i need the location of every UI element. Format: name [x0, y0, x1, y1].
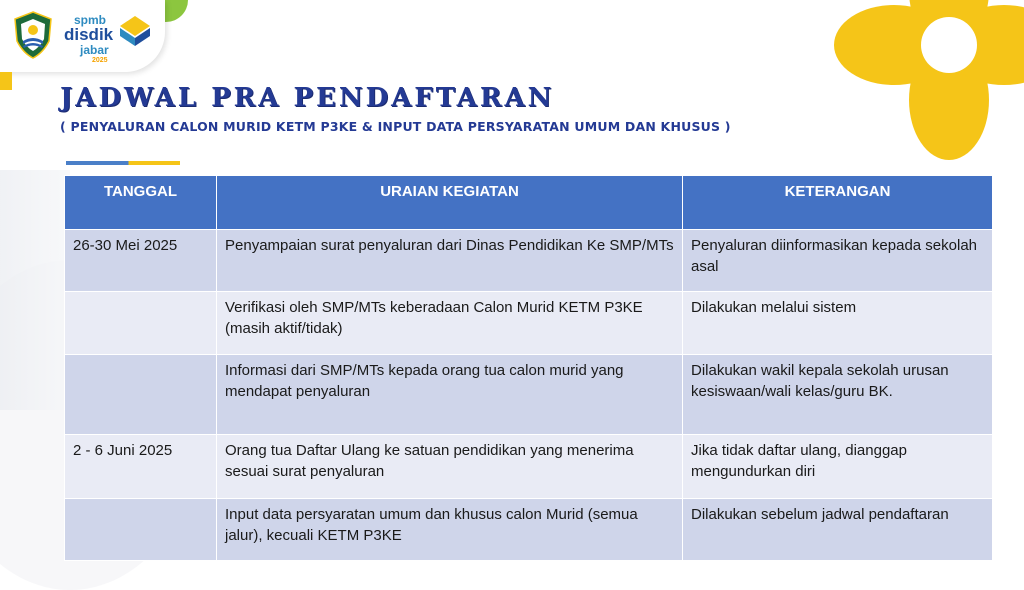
table-row	[65, 355, 993, 435]
table-row	[65, 292, 993, 355]
header-tanggal: TANGGAL	[65, 176, 217, 230]
header-uraian-kegiatan: URAIAN KEGIATAN	[217, 176, 683, 230]
cell-note: Dilakukan melalui sistem	[683, 292, 993, 355]
cell-activity: Orang tua Daftar Ulang ke satuan pendidikan yang menerima sesuai surat penyaluran	[217, 435, 683, 499]
logo-text-jabar: jabar	[80, 43, 109, 57]
cell-activity: Penyampaian surat penyaluran dari Dinas Pendidikan Ke SMP/MTs	[217, 230, 683, 292]
cell-activity: Input data persyaratan umum dan khusus calon Murid (semua jalur), kecuali KETM P3KE	[217, 499, 683, 561]
table-row	[65, 435, 993, 499]
cell-note: Dilakukan sebelum jadwal pendaftaran	[683, 499, 993, 561]
table-row	[65, 499, 993, 561]
cell-note: Dilakukan wakil kepala sekolah urusan kesiswaan/wali kelas/guru BK.	[683, 355, 993, 435]
cell-activity: Informasi dari SMP/MTs kepada orang tua calon murid yang mendapat penyaluran	[217, 355, 683, 435]
title-underline	[66, 161, 180, 165]
cell-date: 26-30 Mei 2025	[65, 230, 217, 292]
cell-date	[65, 355, 217, 435]
cell-date	[65, 292, 217, 355]
yellow-accent-bar	[0, 72, 12, 90]
corner-flower-decoration	[834, 0, 1024, 160]
logo-text-disdik: disdik	[64, 25, 114, 44]
logo-text-spmb: spmb	[74, 13, 107, 27]
page-title: JADWAL PRA PENDAFTARAN	[60, 83, 555, 113]
cell-date	[65, 499, 217, 561]
cell-date: 2 - 6 Juni 2025	[65, 435, 217, 499]
background-building	[0, 170, 70, 410]
table-row	[65, 230, 993, 292]
table-header-row	[65, 176, 993, 230]
header-keterangan: KETERANGAN	[683, 176, 993, 230]
page-subtitle: ( PENYALURAN CALON MURID KETM P3KE & INPUT DATA PERSYARATAN UMUM DAN KHUSUS )	[60, 119, 731, 134]
logo-text-year: 2025	[92, 57, 108, 64]
cell-activity: Verifikasi oleh SMP/MTs keberadaan Calon Murid KETM P3KE (masih aktif/tidak)	[217, 292, 683, 355]
spmb-disdik-jabar-logo	[62, 10, 157, 66]
header-logo-card	[0, 0, 165, 72]
west-java-seal-icon	[13, 11, 53, 59]
cell-note: Penyaluran diinformasikan kepada sekolah asal	[683, 230, 993, 292]
schedule-table	[64, 175, 993, 561]
book-mark-icon	[118, 14, 152, 48]
cell-note: Jika tidak daftar ulang, dianggap mengundurkan diri	[683, 435, 993, 499]
